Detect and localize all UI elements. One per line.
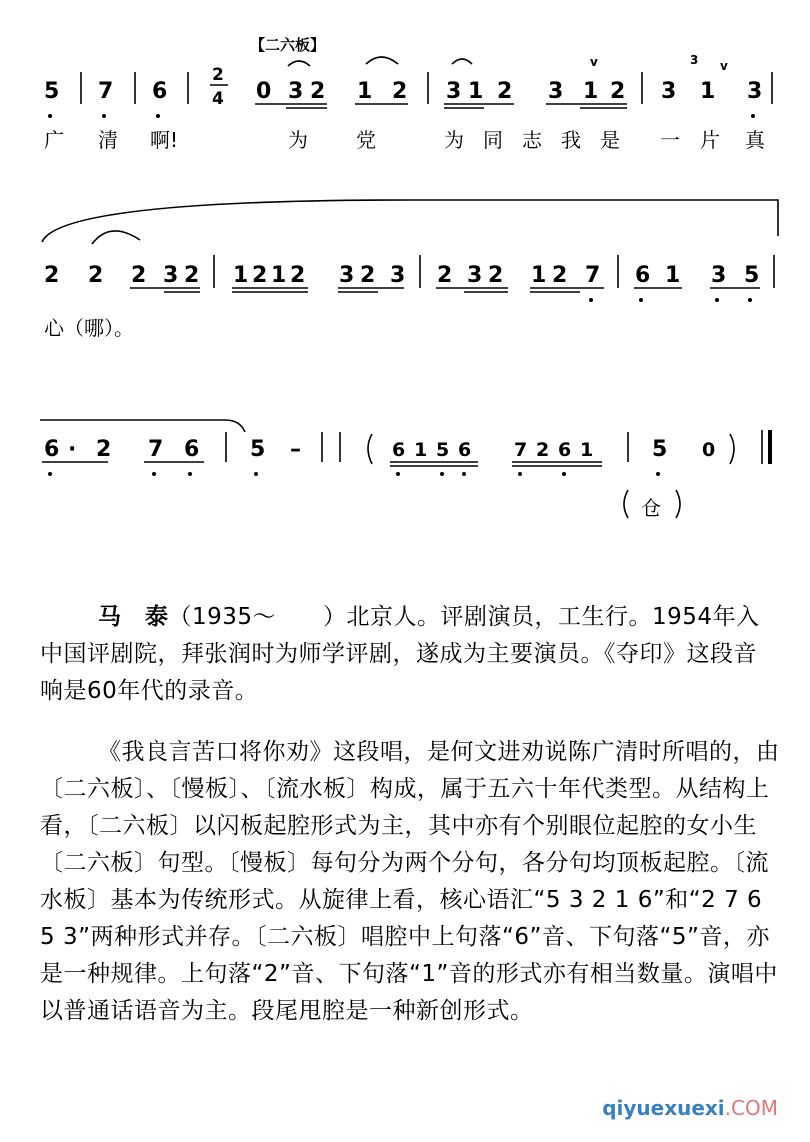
note: 2 (497, 79, 513, 104)
svg-text:6: 6 (458, 439, 472, 461)
svg-text:6: 6 (558, 439, 572, 461)
note: 2 (392, 79, 408, 104)
svg-text:0: 0 (702, 439, 716, 461)
svg-text:3: 3 (690, 53, 699, 67)
lyric-char: 广 (44, 128, 64, 152)
row-1-ornaments (590, 53, 728, 73)
svg-text:1: 1 (271, 263, 287, 288)
svg-text:2: 2 (44, 263, 60, 288)
svg-text:2: 2 (437, 263, 453, 288)
note: 1 (357, 79, 373, 104)
svg-text:1: 1 (233, 263, 249, 288)
note: 3 (548, 79, 564, 104)
note: 6 (152, 79, 168, 104)
svg-text:–: – (290, 437, 301, 462)
svg-text:7: 7 (514, 439, 528, 461)
note: 3 (288, 79, 304, 104)
banban-label: 【二六板】 (250, 36, 326, 54)
lyric-char: 是 (600, 128, 620, 152)
svg-text:6: 6 (184, 437, 200, 462)
lyric-char: 一 (660, 128, 680, 152)
svg-text:2: 2 (360, 263, 376, 288)
svg-text:2: 2 (552, 263, 568, 288)
note: 1 (700, 79, 716, 104)
svg-text:3: 3 (163, 263, 179, 288)
lyric-char: 我 (561, 128, 581, 152)
paragraph-1 (40, 598, 780, 710)
svg-text:2: 2 (290, 263, 306, 288)
note: 0 (256, 79, 272, 104)
lyric-char: 为 (444, 128, 464, 152)
svg-text:2: 2 (88, 263, 104, 288)
svg-text:5: 5 (744, 263, 760, 288)
note: 1 (583, 79, 599, 104)
row-1-dots (48, 114, 755, 118)
row-2-dots (589, 298, 752, 302)
svg-text:2: 2 (252, 263, 268, 288)
lyric-char: 为 (288, 128, 308, 152)
svg-text:v: v (590, 55, 598, 69)
svg-text:6: 6 (392, 439, 406, 461)
svg-text:v: v (720, 59, 728, 73)
performer-name: 马 泰 (98, 603, 169, 630)
jianpu-score (0, 0, 810, 560)
lyric-char: 真 (745, 128, 765, 152)
svg-text:5: 5 (652, 437, 668, 462)
note: 2 (310, 79, 326, 104)
svg-text:3: 3 (467, 263, 483, 288)
svg-text:1: 1 (580, 439, 594, 461)
svg-text:7: 7 (585, 263, 601, 288)
site-watermark (602, 1096, 778, 1120)
svg-text:6: 6 (635, 263, 651, 288)
note: 7 (98, 79, 114, 104)
lyric-row-2: 心（哪）。 (44, 316, 134, 340)
time-sig-bottom: 4 (212, 89, 224, 109)
svg-text:5: 5 (250, 437, 266, 462)
lyric-char: 片 (700, 128, 720, 152)
svg-text:2: 2 (96, 437, 112, 462)
watermark-brand: qiyuexuexi (602, 1096, 725, 1120)
svg-text:1: 1 (531, 263, 547, 288)
lyric-char: 啊! (150, 128, 179, 152)
svg-text:3: 3 (390, 263, 406, 288)
svg-text:5: 5 (436, 439, 450, 461)
svg-text:6: 6 (44, 437, 60, 462)
note: 1 (468, 79, 484, 104)
svg-text:7: 7 (148, 437, 164, 462)
row-3-notes (44, 437, 715, 462)
time-sig-top: 2 (212, 65, 224, 85)
lyric-char: 同 (483, 128, 503, 152)
note: 3 (446, 79, 462, 104)
svg-text:2: 2 (131, 263, 147, 288)
performer-bio: （1935～ ）北京人。评剧演员，工生行。1954年入中国评剧院，拜张润时为师学评剧，遂成为主要演员。《夺印》这段音响是60年代的录音。 (40, 604, 760, 704)
svg-text:1: 1 (665, 263, 681, 288)
svg-text:·: · (68, 437, 77, 462)
note: 3 (747, 79, 763, 104)
svg-text:2: 2 (184, 263, 200, 288)
svg-text:1: 1 (414, 439, 428, 461)
svg-text:2: 2 (536, 439, 550, 461)
lyric-char: 党 (356, 128, 376, 152)
svg-text:2: 2 (488, 263, 504, 288)
svg-text:3: 3 (339, 263, 355, 288)
note: 5 (44, 79, 60, 104)
note: 3 (661, 79, 677, 104)
lyric-char: 志 (522, 128, 542, 152)
row-1-notes (44, 65, 762, 109)
row-3-dots (48, 472, 660, 476)
note: 2 (610, 79, 626, 104)
cang-syllable: 仓 (641, 496, 661, 520)
watermark-suffix: .COM (724, 1096, 778, 1120)
paragraph-2: 《我良言苦口将你劝》这段唱，是何文进劝说陈广清时所唱的，由〔二六板〕、〔慢板〕、〔流水板〕构成，属于五六十年代类型。从结构上看，〔二六板〕以闪板起腔形式为主，其中亦有个别眼位起腔的女小生〔二六板〕句型。〔慢板〕每句分为两个分句，各分句均顶板起腔。〔流水板〕基本为传统形式。从旋律上看，核心语汇“5 3 2 1 6”和“2 7 6 5 3”两种形式并存。〔二六板〕唱腔中上句落“6”音、下句落“5”音，亦是一种规律。上句落“2”音、下句落“1”音的形式亦有相当数量。演唱中以普通话语音为主。段尾甩腔是一种新创形式。 (40, 739, 780, 1024)
lyric-char: 清 (98, 128, 118, 152)
svg-text:3: 3 (711, 263, 727, 288)
row-2-notes (44, 263, 759, 288)
